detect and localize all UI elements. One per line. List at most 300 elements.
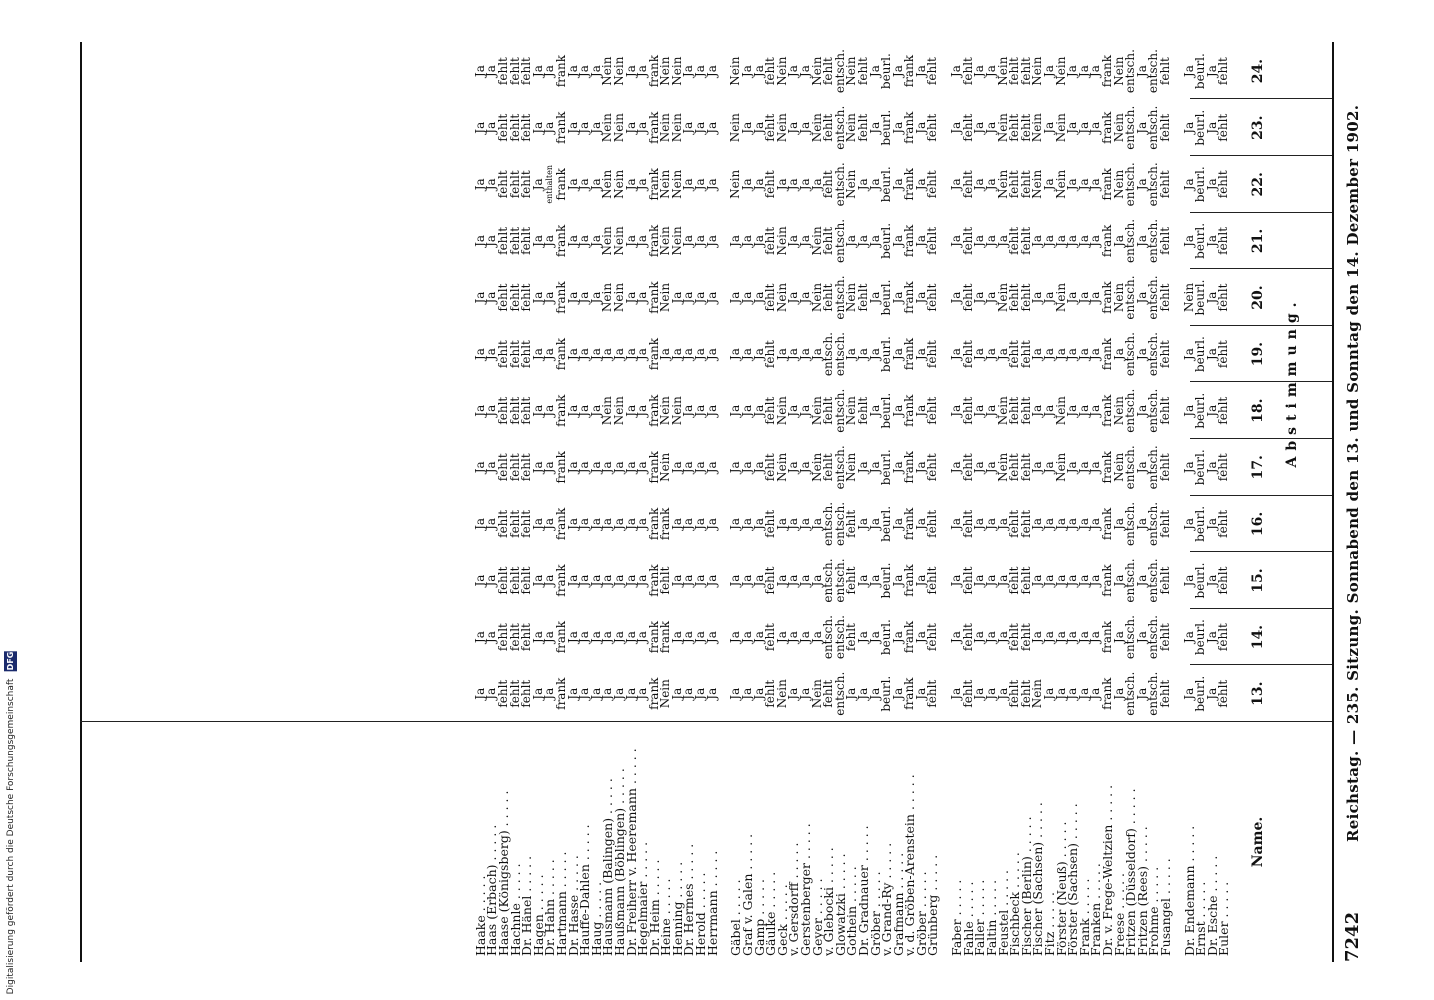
vote-cell: Ja (565, 348, 580, 361)
vote-cell: Nein (658, 56, 673, 86)
member-name: Graf v. Galen . . . . . (739, 833, 755, 956)
vote-cell: fehlt (763, 226, 778, 255)
vote-cell: entsch. (1123, 275, 1138, 320)
vote-cell: frank (553, 281, 568, 314)
vote-cell: Ja (983, 234, 998, 247)
vote-cell: Ja (600, 517, 615, 530)
member-name: Haas (Erbach) . . . . . (484, 824, 500, 956)
vote-cell: Ja (786, 234, 801, 247)
vote-cell: Ja (949, 121, 964, 134)
vote-cell: Ja (1204, 234, 1219, 247)
vote-cell: Ja (913, 404, 928, 417)
vote-cell: Nein (600, 396, 615, 426)
member-name: Hartmann . . . . . (553, 851, 569, 956)
vote-cell: Ja (1076, 121, 1091, 134)
vote-cell: Ja (739, 517, 754, 530)
vote-cell: Ja (693, 348, 708, 361)
vote-cell: Ja (1088, 574, 1103, 587)
vote-cell: Ja (983, 178, 998, 191)
vote-cell: Nein (1111, 282, 1126, 313)
member-name: Gäbel . . . . . (728, 879, 744, 956)
name-list (951, 785, 1171, 956)
vote-cell: fehlt (519, 57, 534, 86)
vote-cell: Ja (751, 574, 766, 587)
vote-cell: fehlt (925, 623, 940, 652)
vote-cell: entsch. (1146, 218, 1161, 263)
vote-cell: Nein (658, 226, 673, 256)
vote-cell: beurl. (879, 336, 894, 373)
vote-cell: Ja (1134, 461, 1149, 474)
vote-column (951, 552, 1171, 609)
vote-column (730, 269, 939, 326)
vote-cell: fehlt (1216, 283, 1231, 312)
vote-cell: Ja (867, 631, 882, 644)
vote-cell: Ja (949, 234, 964, 247)
vote-cell: fehlt (821, 170, 836, 199)
vote-cell: Ja (588, 404, 603, 417)
member-name: Förster (Sachsen) . . . . . (1065, 803, 1081, 956)
vote-cell: Ja (484, 348, 499, 361)
vote-cell: Ja (867, 234, 882, 247)
vote-cell: Ja (1030, 234, 1045, 247)
vote-cell: frank (646, 564, 661, 597)
vote-cell: Ja (1076, 291, 1091, 304)
vote-cell: beurl. (879, 505, 894, 542)
column-header: 22. (1250, 172, 1266, 197)
vote-cell: Ja (681, 517, 696, 530)
vote-cell: Ja (890, 687, 905, 700)
vote-column (472, 99, 719, 156)
vote-cell: Ja (530, 687, 545, 700)
vote-cell: Ja (472, 404, 487, 417)
vote-cell: beurl. (1193, 222, 1208, 259)
vote-cell: Ja (949, 65, 964, 78)
vote-cell: fehlt (960, 57, 975, 86)
vote-cell: Ja (913, 348, 928, 361)
vote-column (472, 552, 719, 609)
vote-cell: Ja (484, 234, 499, 247)
vote-cell: Nein (658, 169, 673, 199)
vote-cell: Nein (600, 226, 615, 256)
vote-cell: Ja (739, 121, 754, 134)
vote-cell: fehlt (821, 396, 836, 425)
vote-cell: Nein (611, 169, 626, 199)
vote-cell: Ja (890, 291, 905, 304)
vote-cell: Ja (693, 234, 708, 247)
page-header (1336, 42, 1376, 962)
vote-cell: Ja (577, 65, 592, 78)
vote-cell: fehlt (507, 113, 522, 142)
vote-cell: Ja (1111, 574, 1126, 587)
vote-cell: Ja (542, 574, 557, 587)
vote-column (951, 439, 1171, 496)
vote-cell: Ja (484, 404, 499, 417)
vote-cell: beurl. (879, 53, 894, 90)
vote-cell: Ja (867, 461, 882, 474)
vote-cell: Nein (774, 679, 789, 709)
vote-cell: Ja (681, 687, 696, 700)
vote-cell: Ja (577, 574, 592, 587)
vote-cell: fehlt (1018, 509, 1033, 538)
vote-cell: Nein (995, 452, 1010, 482)
vote-cell: Ja (972, 631, 987, 644)
vote-cell: fehlt (495, 170, 510, 199)
vote-cell: Ja (1134, 517, 1149, 530)
vote-cell: Ja (669, 574, 684, 587)
vote-cell: Ja (1204, 178, 1219, 191)
vote-cell: Ja (995, 517, 1010, 530)
vote-cell: beurl. (1193, 449, 1208, 486)
vote-cell: Ja (913, 631, 928, 644)
member-name: Glowatzki . . . . . (832, 853, 848, 956)
vote-cell: Ja (1041, 178, 1056, 191)
vote-cell: Ja (949, 631, 964, 644)
vote-cell: Ja (472, 234, 487, 247)
vote-cell: Ja (867, 687, 882, 700)
vote-cell: beurl. (1193, 166, 1208, 203)
vote-cell: Ja (623, 404, 638, 417)
vote-cell: Ja (1076, 631, 1091, 644)
vote-cell: Ja (565, 574, 580, 587)
vote-cell: Ja (1030, 404, 1045, 417)
vote-cell: Ja (1053, 234, 1068, 247)
vote-cell: fehlt (1216, 566, 1231, 595)
vote-column (730, 665, 939, 722)
vote-cell: frank (646, 677, 661, 710)
vote-cell: frank (553, 224, 568, 258)
vote-cell: Ja (565, 517, 580, 530)
vote-cell: Ja (751, 234, 766, 247)
vote-column (730, 99, 939, 156)
vote-cell: fehlt (763, 509, 778, 538)
vote-cell: Nein (658, 679, 673, 709)
vote-cell: Ja (588, 121, 603, 134)
vote-cell: Ja (1088, 404, 1103, 417)
vote-cell: Ja (704, 121, 719, 134)
vote-cell: Ja (484, 178, 499, 191)
vote-column (730, 156, 939, 213)
vote-cell: Nein (1111, 452, 1126, 482)
table-top-rule (1332, 42, 1334, 962)
vote-cell: Ja (623, 121, 638, 134)
vote-cell: frank (646, 507, 661, 541)
vote-cell: Ja (1065, 631, 1080, 644)
vote-cell: Ja (1134, 178, 1149, 191)
vote-cell: Ja (1111, 348, 1126, 361)
vote-cell: Ja (983, 461, 998, 474)
vote-cell: Ja (588, 631, 603, 644)
vote-cell: fehlt (519, 453, 534, 482)
vote-cell: Ja (867, 574, 882, 587)
vote-cell: fehlt (1018, 113, 1033, 142)
vote-cell: Ja (565, 631, 580, 644)
vote-cell: Ja (844, 234, 859, 247)
vote-cell: fehlt (855, 113, 870, 142)
vote-cell: fehlt (1216, 113, 1231, 142)
vote-cell: Ja (1111, 631, 1126, 644)
vote-cell: Ja (1181, 234, 1196, 247)
vote-cell: Ja (669, 291, 684, 304)
vote-cell: Ja (565, 291, 580, 304)
vote-cell: Ja (1076, 65, 1091, 78)
vote-cell: Ja (1065, 404, 1080, 417)
vote-cell: entsch. (1146, 671, 1161, 716)
vote-cell: beurl. (879, 109, 894, 146)
member-name: Grünberg . . . . . (925, 854, 941, 956)
vote-cell: Ja (739, 631, 754, 644)
column-header: 16. (1250, 511, 1266, 537)
vote-cell: frank (553, 564, 568, 597)
vote-column (472, 43, 719, 100)
vote-cell: Ja (949, 348, 964, 361)
vote-cell: Ja (484, 291, 499, 304)
vote-cell: entsch. (832, 332, 847, 377)
vote-cell: frank (553, 394, 568, 427)
vote-cell: fehlt (960, 170, 975, 199)
vote-cell: Ja (681, 348, 696, 361)
vote-cell: Nein (774, 452, 789, 482)
vote-cell: Ja (1134, 121, 1149, 134)
vote-cell: fehlt (519, 113, 534, 142)
vote-cell: Ja (1041, 687, 1056, 700)
vote-cell: Ja (855, 517, 870, 530)
vote-cell: fehlt (495, 396, 510, 425)
vote-cell: Nein (1053, 396, 1068, 426)
vote-cell: Ja (693, 178, 708, 191)
vote-cell: Nein (809, 56, 824, 86)
column-header: 19. (1250, 341, 1266, 367)
vote-cell: Ja (577, 291, 592, 304)
vote-cell: Nein (611, 56, 626, 86)
member-name: Geck . . . . . (774, 884, 790, 956)
vote-header: Abstimmung. (1284, 296, 1300, 468)
vote-cell: fehlt (925, 113, 940, 142)
vote-cell: Ja (1030, 291, 1045, 304)
vote-cell: fehlt (925, 57, 940, 86)
vote-cell: Ja (949, 291, 964, 304)
vote-cell: fehlt (507, 396, 522, 425)
vote-cell: Ja (913, 234, 928, 247)
vote-cell: Nein (774, 226, 789, 256)
vote-cell: beurl. (1193, 675, 1208, 712)
vote-cell: Ja (1076, 404, 1091, 417)
vote-cell: fehlt (1157, 283, 1172, 312)
vote-column (1181, 609, 1231, 666)
vote-cell: fehlt (495, 623, 510, 652)
vote-cell: Ja (728, 687, 743, 700)
vote-cell: Ja (1041, 121, 1056, 134)
vote-cell: fehlt (1216, 679, 1231, 708)
vote-column (951, 269, 1171, 326)
vote-cell: Ja (1030, 517, 1045, 530)
vote-cell: Ja (1041, 574, 1056, 587)
vote-cell: Ja (635, 234, 650, 247)
vote-cell: Nein (774, 396, 789, 426)
vote-cell: Ja (774, 631, 789, 644)
vote-cell: Ja (1088, 687, 1103, 700)
vote-cell: frank (902, 111, 917, 144)
vote-cell: Ja (797, 291, 812, 304)
vote-cell: fehlt (1157, 396, 1172, 425)
vote-cell: Ja (530, 65, 545, 78)
vote-cell: Ja (542, 687, 557, 700)
vote-cell: fehlt (495, 453, 510, 482)
vote-cell: Ja (623, 517, 638, 530)
vote-cell: frank (1099, 224, 1114, 258)
vote-cell: fehlt (960, 396, 975, 425)
vote-cell: fehlt (925, 226, 940, 255)
vote-cell: fehlt (763, 679, 778, 708)
vote-cell: Ja (1076, 517, 1091, 530)
vote-cell: Nein (600, 282, 615, 313)
vote-column (730, 439, 939, 496)
vote-cell: entsch. (821, 501, 836, 546)
member-name: Fischbeck . . . . . (1007, 852, 1023, 956)
member-name: Gröber . . . . . (867, 871, 883, 956)
vote-cell: Ja (1065, 517, 1080, 530)
vote-cell: Ja (983, 631, 998, 644)
member-name: Haake . . . . . (472, 875, 488, 956)
member-name: Geyer . . . . . (809, 878, 825, 956)
vote-cell: Ja (1204, 291, 1219, 304)
vote-cell: Ja (774, 574, 789, 587)
member-name: Dr. Hahn . . . . . (542, 859, 558, 956)
vote-cell: Ja (577, 461, 592, 474)
vote-cell: Ja (867, 65, 882, 78)
vote-cell: Ja (786, 404, 801, 417)
vote-column (951, 382, 1171, 439)
vote-cell: beurl. (1193, 505, 1208, 542)
vote-cell: Ja (1111, 234, 1126, 247)
vote-cell: fehlt (1018, 340, 1033, 369)
vote-cell: fehlt (1157, 679, 1172, 708)
vote-cell: Ja (530, 461, 545, 474)
vote-cell: Ja (867, 404, 882, 417)
vote-cell: entsch. (1146, 445, 1161, 490)
vote-cell: entsch. (1146, 558, 1161, 603)
vote-cell: Ja (681, 461, 696, 474)
member-name: Dr. Freiherr v. Heeremann . . . . . (623, 748, 639, 956)
vote-cell: entsch. (1123, 558, 1138, 603)
vote-cell: Ja (1204, 517, 1219, 530)
vote-cell: Ja (797, 178, 812, 191)
vote-cell: fehlt (519, 226, 534, 255)
vote-cell: beurl. (879, 279, 894, 316)
vote-cell: frank (646, 54, 661, 88)
vote-cell: Ja (565, 65, 580, 78)
member-name: v. d. Gröben-Arenstein . . . . . (902, 774, 918, 956)
vote-column (472, 382, 719, 439)
vote-cell: fehlt (1216, 623, 1231, 652)
vote-cell: Ja (669, 517, 684, 530)
vote-cell: fehlt (1018, 226, 1033, 255)
vote-cell: Ja (739, 404, 754, 417)
vote-cell: Ja (890, 461, 905, 474)
vote-cell: entsch. (821, 332, 836, 377)
vote-cell: Nein (1181, 282, 1196, 313)
vote-cell: Ja (704, 178, 719, 191)
vote-cell: fehlt (507, 679, 522, 708)
vote-column (730, 496, 939, 553)
vote-cell: fehlt (844, 623, 859, 652)
footer-text: Digitalisierung gefördert durch die Deutsche Forschungsgemeinschaft (6, 678, 16, 994)
vote-cell: Ja (635, 517, 650, 530)
vote-cell: fehlt (1216, 453, 1231, 482)
vote-cell: frank (553, 507, 568, 541)
vote-column (472, 665, 719, 722)
vote-cell: fehlt (821, 57, 836, 86)
vote-cell: Ja (1088, 291, 1103, 304)
vote-cell: Ja (565, 178, 580, 191)
vote-cell: Ja (797, 461, 812, 474)
member-name: Fritzen (Rees) . . . . . (1134, 826, 1150, 956)
vote-cell: Ja (1181, 65, 1196, 78)
vote-cell: Ja (949, 461, 964, 474)
vote-cell: Ja (1065, 291, 1080, 304)
vote-cell: Ja (577, 234, 592, 247)
vote-cell: Ja (1065, 65, 1080, 78)
vote-cell: entsch. (1146, 275, 1161, 320)
vote-cell: frank (1099, 394, 1114, 427)
vote-cell: Ja (484, 517, 499, 530)
vote-cell: Ja (1030, 574, 1045, 587)
vote-cell: Ja (588, 574, 603, 587)
vote-cell: Ja (867, 178, 882, 191)
vote-cell: Ja (855, 348, 870, 361)
vote-cell: Ja (1204, 404, 1219, 417)
column-header: 18. (1250, 398, 1266, 423)
vote-cell: fehlt (1216, 396, 1231, 425)
vote-cell: fehlt (495, 679, 510, 708)
vote-cell: Ja (1134, 65, 1149, 78)
vote-cell: Ja (913, 65, 928, 78)
member-name: Euler . . . . . (1216, 881, 1232, 956)
vote-column (1181, 326, 1231, 383)
vote-cell: Ja (472, 631, 487, 644)
vote-cell: fehlt (495, 113, 510, 142)
vote-cell: Ja (472, 461, 487, 474)
vote-cell: Ja (949, 178, 964, 191)
vote-cell: Nein (1111, 169, 1126, 199)
vote-cell: beurl. (879, 675, 894, 712)
vote-cell: frank (658, 620, 673, 654)
vote-cell: Ja (728, 517, 743, 530)
vote-cell: Nein (611, 282, 626, 313)
vote-cell: Nein (809, 282, 824, 313)
vote-cell: Ja (797, 631, 812, 644)
vote-cell: fehlt (658, 566, 673, 595)
vote-cell: entsch. (1146, 332, 1161, 377)
vote-cell: Ja (623, 631, 638, 644)
vote-cell: fehlt (763, 453, 778, 482)
vote-cell: Ja (786, 461, 801, 474)
vote-cell: Ja (1053, 631, 1068, 644)
vote-cell: Ja (542, 234, 557, 247)
vote-cell: Ja (542, 404, 557, 417)
member-name: Faber . . . . . (949, 879, 965, 956)
vote-cell: Ja (1065, 574, 1080, 587)
vote-cell: Nein (728, 113, 743, 143)
member-name: Henning . . . . . (669, 861, 685, 956)
member-name: Ernst . . . . . (1193, 881, 1209, 956)
vote-cell: fehlt (763, 113, 778, 142)
vote-column (951, 496, 1171, 553)
vote-cell: Ja (972, 65, 987, 78)
vote-cell: Ja (704, 65, 719, 78)
vote-cell: Ja (983, 687, 998, 700)
vote-cell: Ja (797, 121, 812, 134)
vote-cell: Ja (797, 348, 812, 361)
